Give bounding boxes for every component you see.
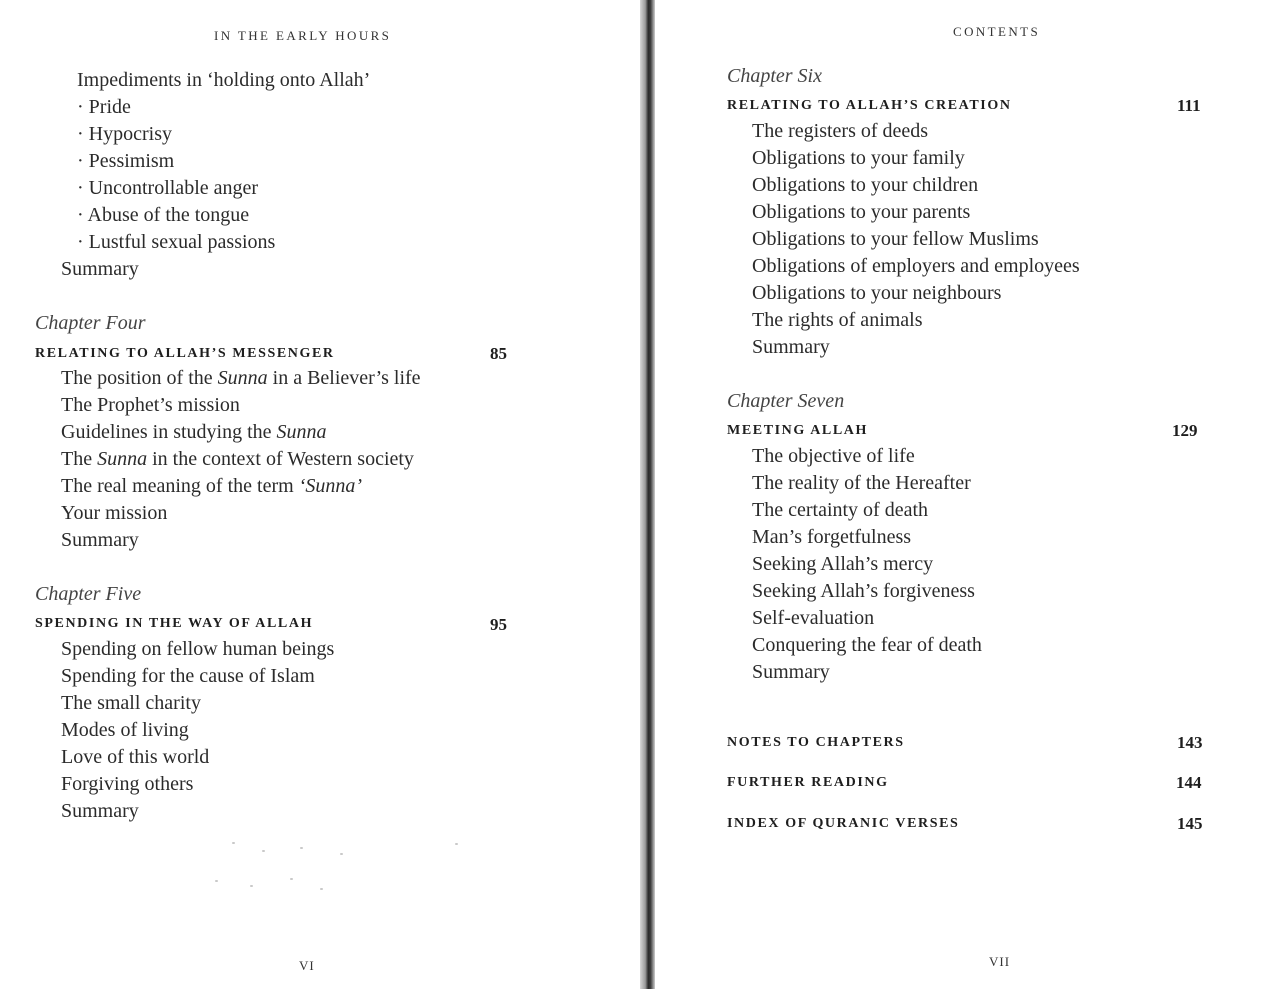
chapter-label: Chapter Five	[35, 583, 142, 605]
print-speck	[320, 888, 323, 890]
toc-subitem: · Pride	[77, 96, 131, 118]
toc-item: Obligations to your family	[752, 147, 965, 169]
toc-item: Guidelines in studying the Sunna	[61, 421, 327, 443]
toc-item: Summary	[61, 258, 139, 280]
toc-item: Modes of living	[61, 719, 189, 741]
print-speck	[250, 885, 253, 887]
toc-item: The certainty of death	[752, 499, 929, 521]
running-head: IN THE EARLY HOURS	[214, 28, 392, 43]
toc-item: Obligations to your parents	[752, 201, 971, 223]
toc-item: The objective of life	[752, 445, 915, 467]
print-speck	[215, 880, 218, 882]
toc-item: The position of the Sunna in a Believer’s life	[61, 367, 421, 389]
toc-item: Obligations to your fellow Muslims	[752, 228, 1039, 250]
toc-item: Your mission	[61, 502, 168, 524]
toc-item: Seeking Allah’s forgiveness	[752, 580, 975, 602]
toc-item: Spending on fellow human beings	[61, 638, 335, 660]
chapter-title: SPENDING IN THE WAY OF ALLAH	[35, 616, 314, 631]
toc-item: The Sunna in the context of Western society	[61, 448, 414, 470]
right-page	[655, 0, 1280, 989]
chapter-page-number: 85	[490, 344, 507, 363]
toc-item: The real meaning of the term ‘Sunna’	[61, 475, 363, 497]
chapter-label: Chapter Six	[727, 65, 822, 87]
toc-item: The reality of the Hereafter	[752, 472, 971, 494]
chapter-page-number: 129	[1172, 421, 1198, 440]
toc-subitem: · Pessimism	[77, 150, 175, 172]
back-matter-title: NOTES TO CHAPTERS	[727, 735, 905, 750]
toc-item: The registers of deeds	[752, 120, 929, 142]
chapter-label: Chapter Four	[35, 312, 146, 334]
toc-item: Love of this world	[61, 746, 210, 768]
chapter-title: RELATING TO ALLAH’S MESSENGER	[35, 346, 335, 361]
toc-item: The Prophet’s mission	[61, 394, 240, 416]
print-speck	[232, 842, 235, 844]
toc-item: Summary	[752, 336, 830, 358]
print-speck	[290, 878, 293, 880]
chapter-title: MEETING ALLAH	[727, 423, 868, 438]
toc-item: The rights of animals	[752, 309, 923, 331]
toc-item: Conquering the fear of death	[752, 634, 982, 656]
back-matter-title: FURTHER READING	[727, 775, 889, 790]
toc-item: Spending for the cause of Islam	[61, 665, 315, 687]
chapter-page-number: 95	[490, 615, 507, 634]
page-folio: VI	[299, 958, 315, 973]
toc-item: Forgiving others	[61, 773, 194, 795]
print-speck	[262, 850, 265, 852]
toc-item: Summary	[61, 529, 139, 551]
running-head: CONTENTS	[953, 24, 1041, 39]
toc-item: Obligations of employers and employees	[752, 255, 1080, 277]
toc-item: Impediments in ‘holding onto Allah’	[77, 69, 371, 91]
chapter-label: Chapter Seven	[727, 390, 845, 412]
print-speck	[300, 847, 303, 849]
book-spine-shadow	[640, 0, 655, 989]
toc-subitem: · Abuse of the tongue	[77, 204, 250, 226]
toc-subitem: · Lustful sexual passions	[77, 231, 276, 253]
toc-item: Obligations to your neighbours	[752, 282, 1002, 304]
chapter-title: RELATING TO ALLAH’S CREATION	[727, 98, 1012, 113]
print-speck	[340, 853, 343, 855]
back-matter-page-number: 145	[1177, 814, 1203, 833]
back-matter-title: INDEX OF QURANIC VERSES	[727, 816, 960, 831]
toc-item: The small charity	[61, 692, 201, 714]
toc-item: Obligations to your children	[752, 174, 979, 196]
toc-item: Summary	[61, 800, 139, 822]
toc-item: Self-evaluation	[752, 607, 875, 629]
toc-subitem: · Uncontrollable anger	[77, 177, 259, 199]
toc-item: Seeking Allah’s mercy	[752, 553, 934, 575]
chapter-page-number: 111	[1177, 96, 1201, 115]
page-folio: VII	[989, 954, 1011, 969]
toc-item: Man’s forgetfulness	[752, 526, 912, 548]
print-speck	[455, 843, 458, 845]
back-matter-page-number: 144	[1176, 773, 1202, 792]
toc-subitem: · Hypocrisy	[77, 123, 172, 145]
back-matter-page-number: 143	[1177, 733, 1203, 752]
toc-item: Summary	[752, 661, 830, 683]
